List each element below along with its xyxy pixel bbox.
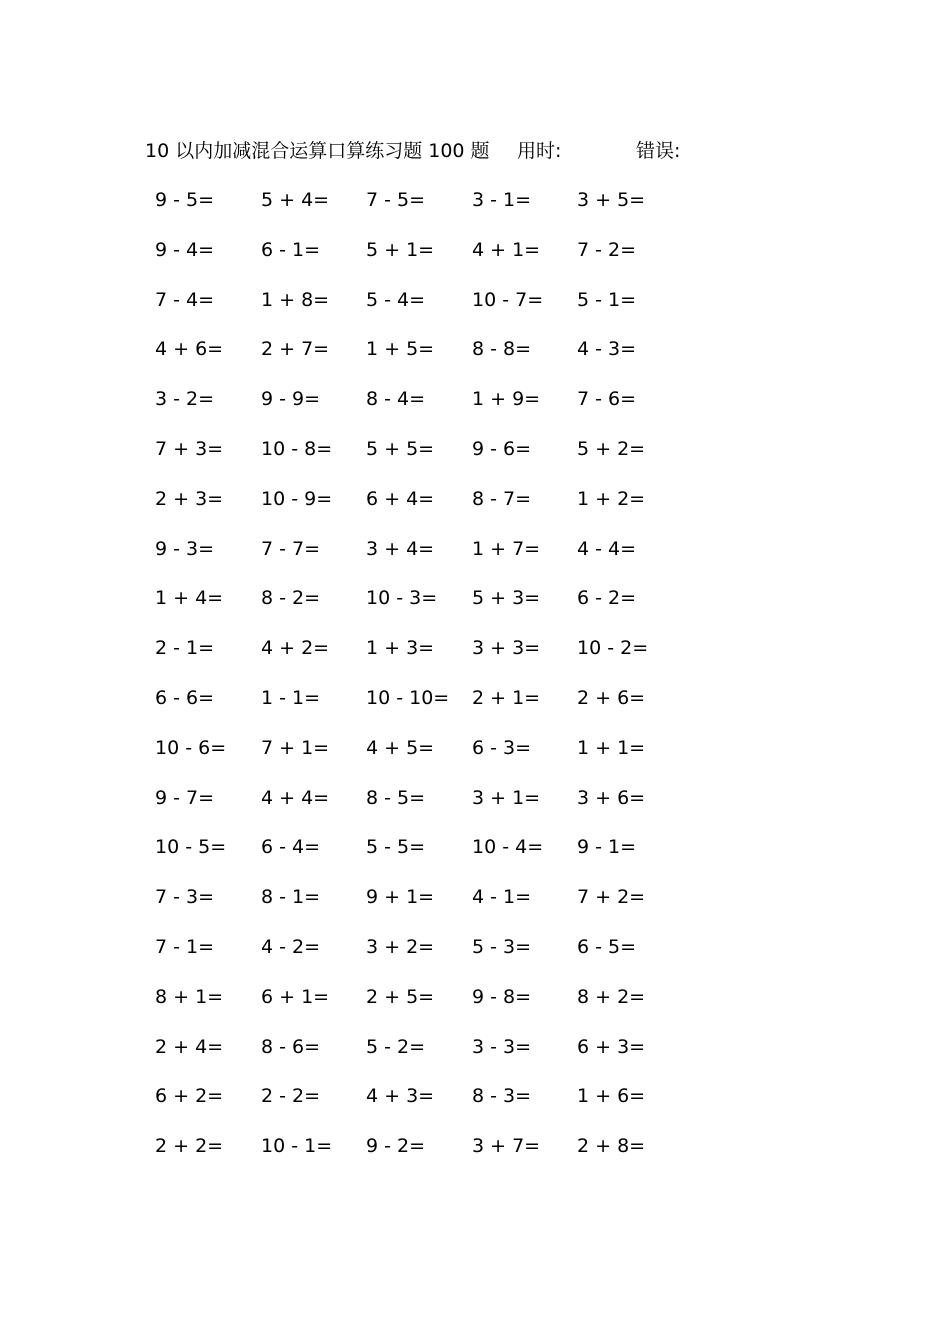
problem-item: 2 - 1= — [155, 637, 215, 660]
problem-item: 7 - 7= — [261, 537, 321, 560]
problem-item: 2 + 6= — [577, 687, 646, 709]
problem-item: 7 - 3= — [155, 886, 215, 909]
problem-item: 6 - 1= — [261, 238, 321, 261]
problem-item: 7 + 3= — [155, 438, 224, 460]
problem-item: 9 - 1= — [577, 836, 637, 859]
problem-item: 3 + 6= — [577, 786, 646, 809]
problem-item: 8 - 3= — [472, 1085, 532, 1108]
problem-item: 8 + 1= — [155, 985, 224, 1008]
problem-item: 5 + 3= — [472, 587, 541, 610]
problem-item: 1 + 1= — [577, 736, 646, 759]
problem-item: 7 - 6= — [577, 388, 637, 411]
problem-item: 9 - 2= — [366, 1135, 426, 1158]
problem-item: 3 + 5= — [577, 189, 646, 211]
problem-item: 10 - 7= — [472, 288, 544, 311]
problem-item: 1 - 1= — [261, 687, 321, 709]
problem-item: 9 - 3= — [155, 537, 215, 560]
problem-item: 6 - 3= — [472, 736, 532, 759]
problem-item: 8 + 2= — [577, 985, 646, 1008]
problem-item: 1 + 5= — [366, 338, 435, 361]
problem-item: 7 - 4= — [155, 288, 215, 311]
problem-item: 2 - 2= — [261, 1085, 321, 1108]
problem-item: 5 + 1= — [366, 238, 435, 261]
problem-item: 8 - 5= — [366, 786, 426, 809]
problem-item: 4 + 2= — [261, 637, 330, 660]
problem-item: 6 - 4= — [261, 836, 321, 859]
problem-item: 7 + 1= — [261, 736, 330, 759]
problem-item: 6 - 6= — [155, 687, 215, 709]
problem-item: 3 - 3= — [472, 1035, 532, 1058]
problem-item: 9 - 6= — [472, 438, 532, 460]
problem-item: 1 + 3= — [366, 637, 435, 660]
problem-item: 1 + 6= — [577, 1085, 646, 1108]
problem-item: 3 + 7= — [472, 1135, 541, 1158]
problem-item: 6 + 1= — [261, 985, 330, 1008]
time-used-label: 用时: — [517, 140, 562, 162]
problem-item: 7 - 1= — [155, 936, 215, 958]
problem-item: 10 - 3= — [366, 587, 438, 610]
problem-item: 2 + 7= — [261, 338, 330, 361]
problem-item: 1 + 8= — [261, 288, 330, 311]
problem-item: 9 - 5= — [155, 189, 215, 211]
problem-item: 10 - 4= — [472, 836, 544, 859]
problem-item: 3 + 2= — [366, 936, 435, 958]
problem-item: 4 + 6= — [155, 338, 224, 361]
problem-item: 3 + 1= — [472, 786, 541, 809]
problem-item: 5 + 4= — [261, 189, 330, 211]
problem-item: 6 - 2= — [577, 587, 637, 610]
problem-item: 8 - 2= — [261, 587, 321, 610]
problem-item: 4 + 5= — [366, 736, 435, 759]
problem-item: 9 - 9= — [261, 388, 321, 411]
problem-item: 4 - 4= — [577, 537, 637, 560]
problem-item: 2 + 3= — [155, 487, 224, 510]
problem-item: 5 - 3= — [472, 936, 532, 958]
problem-item: 6 + 2= — [155, 1085, 224, 1108]
problem-item: 9 + 1= — [366, 886, 435, 909]
problem-item: 10 - 10= — [366, 687, 450, 709]
problem-item: 2 + 8= — [577, 1135, 646, 1158]
problem-item: 9 - 7= — [155, 786, 215, 809]
problem-item: 1 + 4= — [155, 587, 224, 610]
problem-item: 5 - 4= — [366, 288, 426, 311]
problem-item: 8 - 7= — [472, 487, 532, 510]
problem-item: 7 - 2= — [577, 238, 637, 261]
problem-item: 8 - 1= — [261, 886, 321, 909]
problem-item: 3 + 3= — [472, 637, 541, 660]
problem-item: 5 + 2= — [577, 438, 646, 460]
problem-item: 1 + 7= — [472, 537, 541, 560]
problem-item: 10 - 2= — [577, 637, 649, 660]
problem-item: 10 - 6= — [155, 736, 227, 759]
errors-label: 错误: — [636, 140, 681, 162]
problem-item: 1 + 9= — [472, 388, 541, 411]
problem-item: 4 - 1= — [472, 886, 532, 909]
problem-item: 5 - 5= — [366, 836, 426, 859]
problem-item: 6 - 5= — [577, 936, 637, 958]
problem-item: 9 - 8= — [472, 985, 532, 1008]
problem-item: 2 + 4= — [155, 1035, 224, 1058]
problem-item: 4 - 3= — [577, 338, 637, 361]
problem-item: 3 - 1= — [472, 189, 532, 211]
problem-item: 8 - 6= — [261, 1035, 321, 1058]
problem-item: 1 + 2= — [577, 487, 646, 510]
problem-item: 7 - 5= — [366, 189, 426, 211]
problem-item: 7 + 2= — [577, 886, 646, 909]
problem-item: 3 - 2= — [155, 388, 215, 411]
worksheet-title: 10 以内加减混合运算口算练习题 100 题 — [145, 140, 490, 162]
problem-item: 4 + 3= — [366, 1085, 435, 1108]
problem-item: 5 - 2= — [366, 1035, 426, 1058]
problem-item: 2 + 1= — [472, 687, 541, 709]
problem-item: 10 - 5= — [155, 836, 227, 859]
problem-item: 10 - 9= — [261, 487, 333, 510]
problem-item: 4 + 1= — [472, 238, 541, 261]
problem-item: 2 + 5= — [366, 985, 435, 1008]
problem-item: 5 + 5= — [366, 438, 435, 460]
problem-item: 4 - 2= — [261, 936, 321, 958]
problem-item: 6 + 3= — [577, 1035, 646, 1058]
problem-item: 8 - 4= — [366, 388, 426, 411]
problem-item: 9 - 4= — [155, 238, 215, 261]
problem-item: 10 - 1= — [261, 1135, 333, 1158]
problem-item: 6 + 4= — [366, 487, 435, 510]
problem-item: 5 - 1= — [577, 288, 637, 311]
problem-item: 2 + 2= — [155, 1135, 224, 1158]
problem-item: 8 - 8= — [472, 338, 532, 361]
problem-item: 4 + 4= — [261, 786, 330, 809]
problem-item: 3 + 4= — [366, 537, 435, 560]
problem-item: 10 - 8= — [261, 438, 333, 460]
